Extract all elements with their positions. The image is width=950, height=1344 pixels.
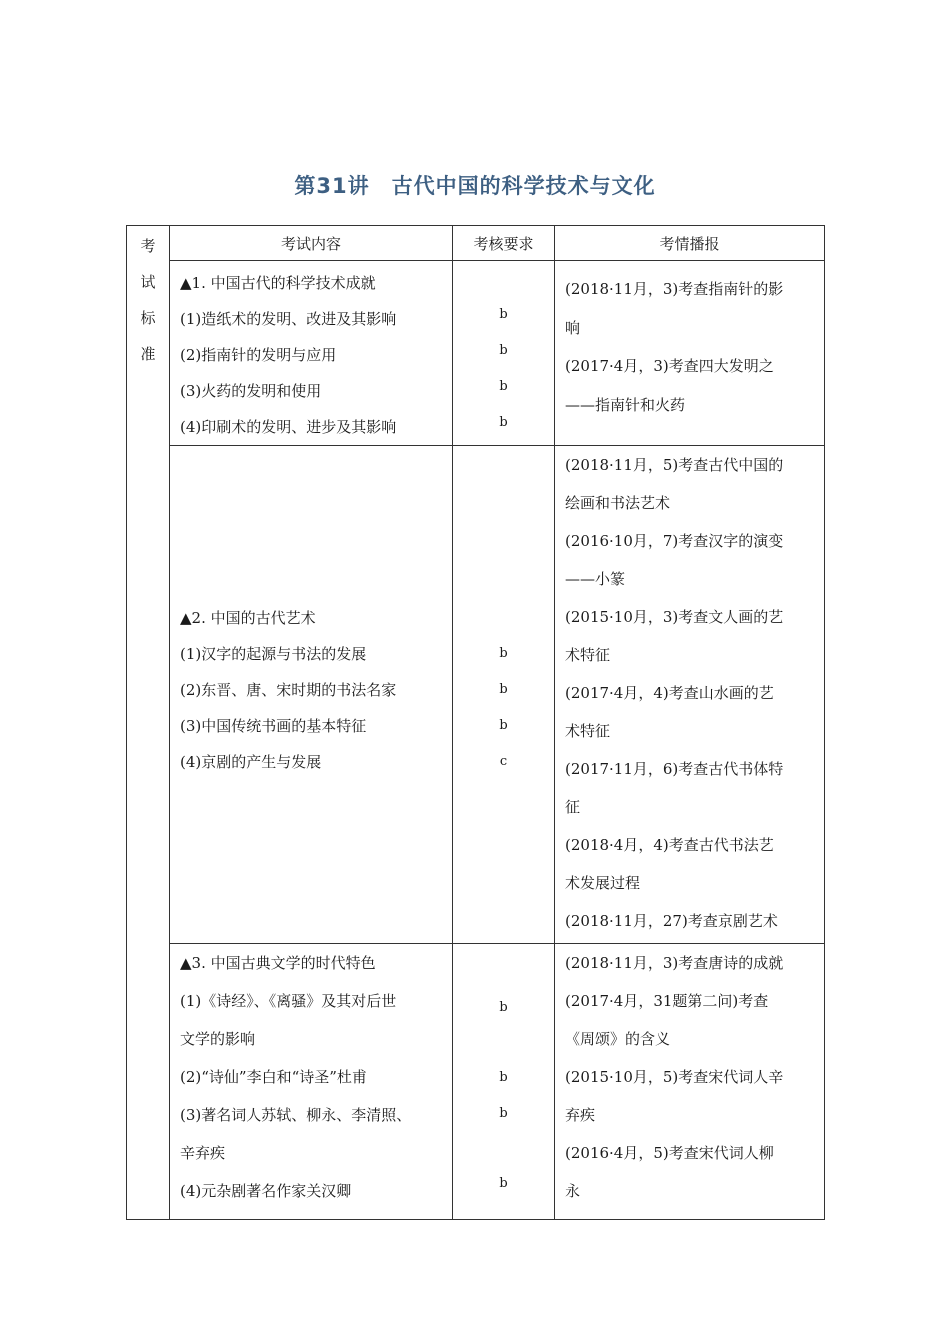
news-line: ——小篆: [565, 570, 626, 588]
table-row: [127, 446, 825, 944]
page-title: 第31讲 古代中国的科学技术与文化: [294, 174, 656, 198]
requirement-cell: [453, 261, 555, 446]
news-line: (2016·10月，7)考查汉字的演变: [565, 532, 784, 550]
news-line: (2015·10月，5)考查宋代词人辛: [565, 1068, 784, 1086]
header-requirement: 考核要求: [453, 226, 555, 261]
news-line: (2017·11月，6)考查古代书体特: [565, 760, 784, 778]
requirement-value: b: [499, 646, 508, 661]
news-line: 弃疾: [565, 1106, 596, 1124]
requirement-value: b: [499, 307, 508, 322]
requirement-value: b: [499, 343, 508, 358]
requirement-cell: [453, 944, 555, 1220]
requirement-value: b: [499, 718, 508, 733]
news-line: 征: [565, 798, 581, 816]
news-line: (2018·11月，3)考查指南针的影: [565, 280, 784, 298]
requirement-value: c: [499, 754, 508, 769]
content-line: (4)元杂剧著名作家关汉卿: [180, 1182, 352, 1200]
content-line: (2)“诗仙”李白和“诗圣”杜甫: [180, 1068, 367, 1086]
content-line: ▲3. 中国古典文学的时代特色: [180, 954, 376, 972]
news-line: (2017·4月，31题第二问)考查: [565, 992, 769, 1010]
side-char: 考: [140, 237, 156, 255]
side-char: 试: [140, 273, 156, 291]
content-line: (4)京剧的产生与发展: [180, 753, 322, 771]
news-line: ——指南针和火药: [565, 395, 686, 414]
content-line: (4)印刷术的发明、进步及其影响: [180, 418, 397, 436]
news-line: (2017·4月，4)考查山水画的艺: [565, 684, 774, 702]
exam-standard-table: [126, 225, 825, 1220]
side-char: 标: [140, 309, 156, 327]
news-line: (2018·11月，3)考查唐诗的成就: [565, 954, 784, 972]
content-line: 辛弃疾: [180, 1144, 226, 1162]
news-line: 《周颂》的含义: [565, 1030, 671, 1048]
content-cell: [170, 261, 453, 446]
news-line: 绘画和书法艺术: [565, 494, 671, 512]
requirement-value: b: [499, 415, 508, 430]
header-news: 考情播报: [555, 226, 825, 261]
requirement-value: b: [499, 1106, 508, 1121]
content-line: (3)著名词人苏轼、柳永、李清照、: [180, 1106, 412, 1124]
side-label: [127, 226, 170, 1220]
content-cell: [170, 944, 453, 1220]
content-line: ▲2. 中国的古代艺术: [180, 609, 316, 627]
news-line: 术特征: [565, 646, 611, 664]
requirement-value: b: [499, 682, 508, 697]
news-cell: [555, 261, 825, 446]
content-line: (2)东晋、唐、宋时期的书法名家: [180, 681, 397, 699]
table-row: [127, 261, 825, 446]
content-line: ▲1. 中国古代的科学技术成就: [180, 274, 376, 292]
news-line: 术特征: [565, 722, 611, 740]
requirement-value: b: [499, 379, 508, 394]
content-line: 文学的影响: [180, 1030, 256, 1048]
news-cell: [555, 446, 825, 944]
content-line: (1)汉字的起源与书法的发展: [180, 645, 367, 663]
content-line: (1)造纸术的发明、改进及其影响: [180, 310, 397, 328]
header-content: 考试内容: [170, 226, 453, 261]
side-char: 准: [140, 345, 156, 363]
requirement-value: b: [499, 1176, 508, 1191]
table-row: [127, 944, 825, 1220]
news-line: (2018·4月，4)考查古代书法艺: [565, 836, 774, 854]
news-line: 术发展过程: [565, 874, 641, 892]
content-line: (3)火药的发明和使用: [180, 382, 322, 400]
news-line: (2016·4月，5)考查宋代词人柳: [565, 1144, 774, 1162]
requirement-value: b: [499, 1000, 508, 1015]
news-line: (2015·10月，3)考查文人画的艺: [565, 608, 784, 626]
content-cell: [170, 446, 453, 944]
news-line: (2018·11月，27)考查京剧艺术: [565, 912, 778, 930]
content-line: (3)中国传统书画的基本特征: [180, 717, 367, 735]
news-line: (2018·11月，5)考查古代中国的: [565, 456, 784, 474]
news-cell: [555, 944, 825, 1220]
news-line: 响: [565, 318, 581, 337]
content-line: (1)《诗经》、《离骚》及其对后世: [180, 992, 397, 1010]
news-line: (2017·4月，3)考查四大发明之: [565, 357, 774, 375]
requirement-value: b: [499, 1070, 508, 1085]
news-line: 永: [565, 1182, 581, 1200]
table-header-row: [127, 226, 825, 261]
requirement-cell: [453, 446, 555, 944]
content-line: (2)指南针的发明与应用: [180, 346, 337, 364]
